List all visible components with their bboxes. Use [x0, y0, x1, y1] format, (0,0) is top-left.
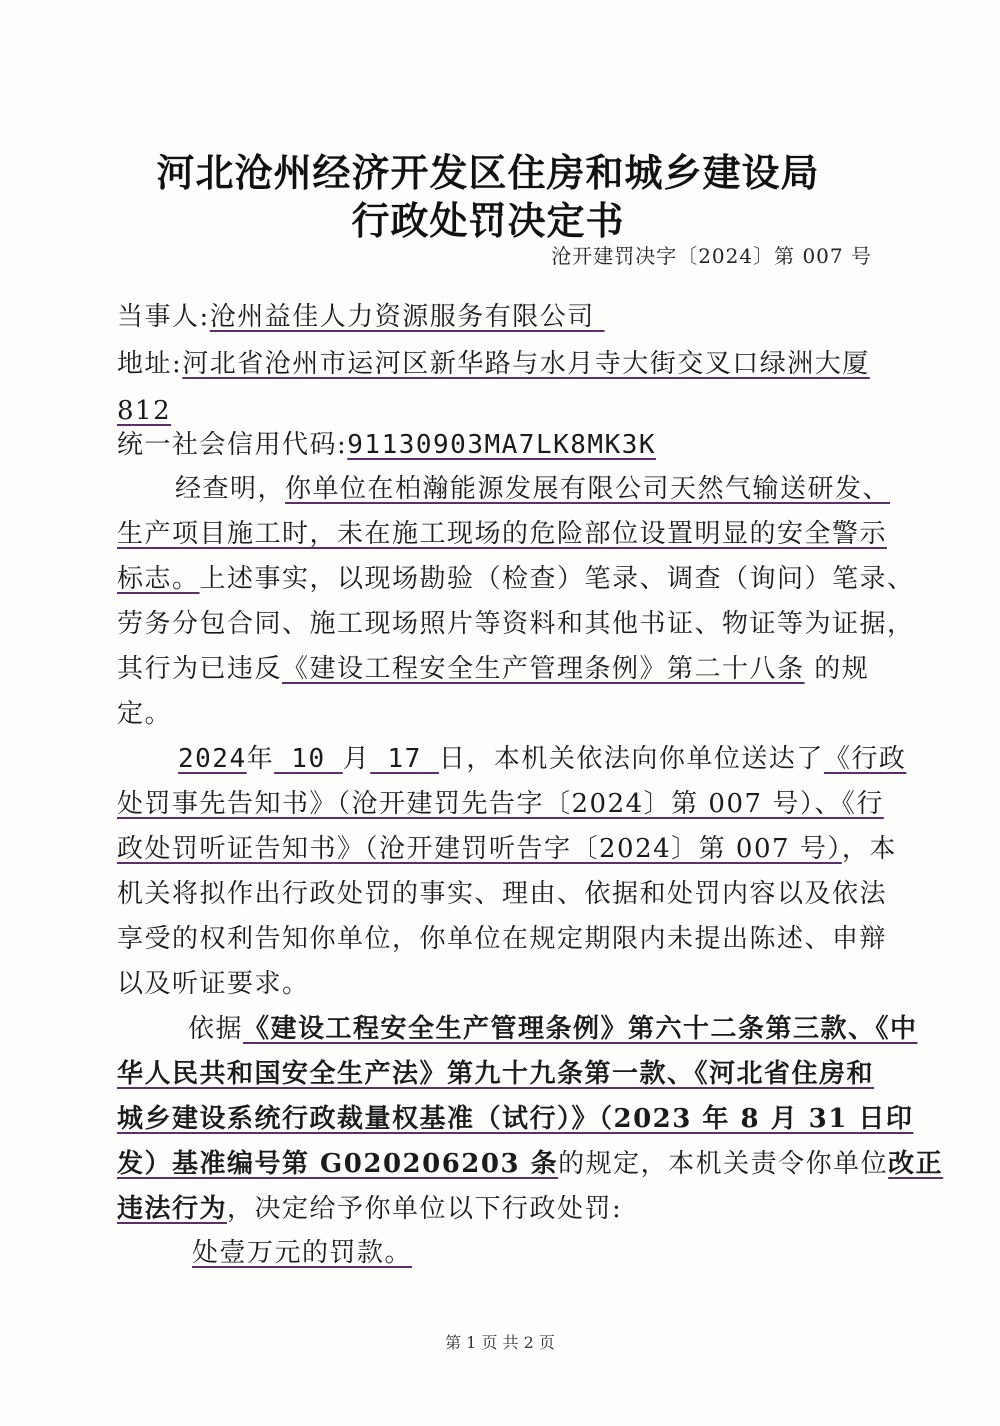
para1-line4	[117, 607, 915, 641]
para2-text: 以及听证要求。	[117, 969, 310, 999]
para2-text: 享受的权利告知你单位，你单位在规定期限内未提出陈述、申辩	[117, 924, 888, 954]
penalty-text: 处壹万元的罚款。	[192, 1238, 413, 1268]
para2-line4	[117, 877, 887, 911]
para1-line2	[117, 517, 887, 551]
para1-text: 其行为已违反	[117, 654, 283, 684]
para2-underlined: 处罚事先告知书》（沧开建罚先告字〔2024〕第 007 号）、《行	[117, 789, 884, 819]
party-label: 当事人:	[117, 302, 210, 332]
para1-text: 上述事实，以现场勘验（检查）笔录、调查（询问）笔录、	[199, 564, 915, 594]
para3-line1	[188, 1012, 918, 1046]
notice-day: 17	[387, 744, 422, 774]
para2-text: ，本	[841, 834, 897, 864]
para3-text: ，决定给予你单位以下行政处罚:	[227, 1194, 623, 1224]
para3-line4	[117, 1147, 943, 1181]
para1-underlined: 《建设工程安全生产管理条例》第二十八条	[282, 654, 805, 684]
para3-underlined: 《建设工程安全生产管理条例》第六十二条第三款、《中	[243, 1014, 918, 1044]
address-line2	[117, 394, 171, 428]
para1-line3	[117, 562, 915, 596]
credit-code-line	[117, 428, 656, 462]
notice-month: 10	[291, 744, 326, 774]
para2-line6	[117, 967, 310, 1001]
notice-year: 2024	[178, 744, 247, 774]
address-value-line2: 812	[117, 396, 172, 426]
para1-underlined: 生产项目施工时，未在施工现场的危险部位设置明显的安全警示	[117, 519, 888, 549]
page-number: 第 1 页 共 2 页	[445, 1333, 555, 1352]
para1-underlined: 你单位在柏瀚能源发展有限公司天然气输送研发、	[285, 474, 891, 504]
para2-text: 机关将拟作出行政处罚的事实、理由、依据和处罚内容以及依法	[117, 879, 888, 909]
para2-line5	[117, 922, 887, 956]
para2-text: 月	[342, 744, 371, 774]
para2-underlined: 《行政	[823, 744, 907, 774]
para1-line1	[175, 472, 890, 506]
para2-text: 日，本机关依法向你单位送达了	[438, 744, 824, 774]
para3-line5	[117, 1192, 622, 1226]
para3-text: 的规定，本机关责令你单位	[558, 1149, 889, 1179]
para3-underlined: 华人民共和国安全生产法》第九十九条第一款、《河北省住房和	[117, 1059, 875, 1089]
party-line	[117, 300, 605, 334]
para3-line3	[117, 1102, 913, 1136]
para1-line5	[117, 652, 869, 686]
address-value-line1: 河北省沧州市运河区新华路与水月寺大街交叉口绿洲大厦	[182, 349, 870, 379]
credit-code-value: 91130903MA7LK8MK3K	[347, 430, 657, 460]
para1-text: 定。	[117, 699, 173, 729]
para2-line2	[117, 787, 884, 821]
para1-text: 的规	[804, 654, 870, 684]
document-title-line1: 河北沧州经济开发区住房和城乡建设局	[156, 151, 820, 195]
para1-text: 经查明，	[175, 474, 286, 504]
para2-underlined: 政处罚听证告知书》（沧开建罚听告字〔2024〕第 007 号）	[117, 834, 842, 864]
para3-line2	[117, 1057, 874, 1091]
para1-text: 劳务分包合同、施工现场照片等资料和其他书证、物证等为证据，	[117, 609, 915, 639]
para3-underlined: 违法行为	[117, 1194, 228, 1224]
party-name: 沧州益佳人力资源服务有限公司	[209, 302, 595, 332]
para1-line6	[117, 697, 172, 731]
address-label: 地址:	[117, 349, 183, 379]
para2-line3	[117, 832, 897, 866]
address-line	[117, 347, 870, 381]
para3-text: 依据	[188, 1014, 244, 1044]
para3-underlined: 发）基准编号第 G020206203 条	[117, 1149, 559, 1179]
document-number: 沧开建罚决字〔2024〕第 007 号	[551, 244, 872, 268]
penalty-line	[192, 1236, 412, 1270]
para2-line1	[178, 742, 906, 776]
para2-text: 年	[246, 744, 275, 774]
para1-underlined: 标志。	[117, 564, 200, 594]
credit-code-label: 统一社会信用代码:	[117, 430, 348, 460]
para3-underlined: 城乡建设系统行政裁量权基准（试行）》（2023 年 8 月 31 日印	[117, 1104, 914, 1134]
para3-underlined: 改正	[888, 1149, 944, 1179]
document-title-line2: 行政处罚决定书	[351, 199, 625, 243]
